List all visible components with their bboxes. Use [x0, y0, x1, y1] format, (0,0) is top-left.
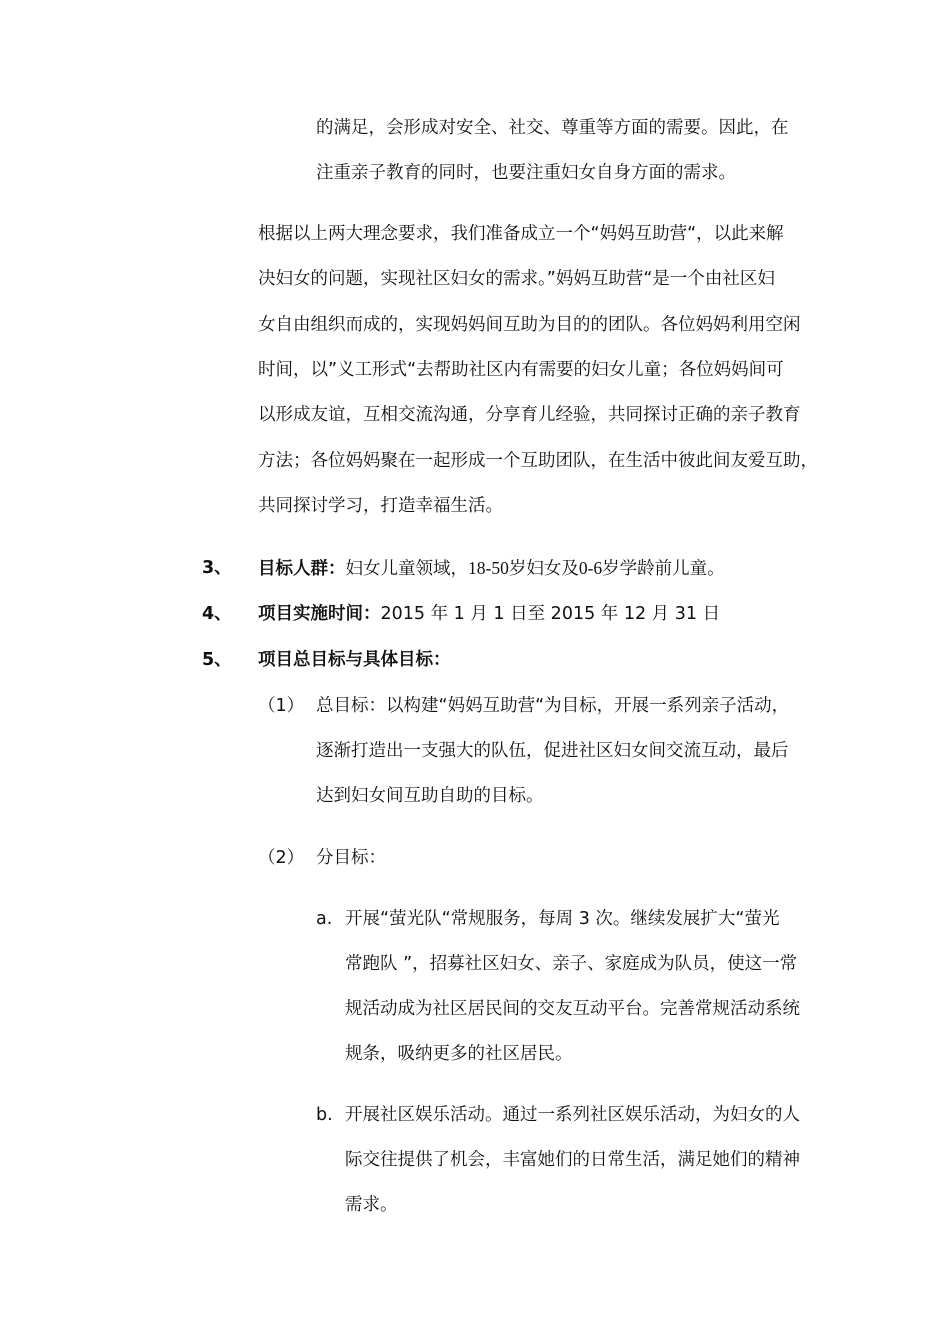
- text-line: 开展社区娱乐活动。通过一系列社区娱乐活动，为妇女的人: [345, 1105, 800, 1125]
- text-line: 以形成友谊，互相交流沟通，分享育儿经验，共同探讨正确的亲子教育: [258, 405, 801, 425]
- list-marker: b.: [316, 1105, 333, 1125]
- text-line: 的满足，会形成对安全、社交、尊重等方面的需要。因此，在: [316, 118, 789, 138]
- text-line: 际交往提供了机会，丰富她们的日常生活，满足她们的精神: [345, 1150, 800, 1170]
- text-line: 时间，以”义工形式“去帮助社区内有需要的妇女儿童；各位妈妈间可: [258, 360, 784, 380]
- age-range-children: 0-6: [578, 558, 603, 578]
- goal-number: （1）: [258, 696, 305, 716]
- section-text: 岁学龄前儿童。: [602, 559, 725, 579]
- text-line: 需求。: [345, 1195, 398, 1215]
- goal-number: （2）: [258, 848, 305, 868]
- text-line: 根据以上两大理念要求，我们准备成立一个“妈妈互助营“，以此来解: [258, 224, 784, 244]
- section-label: 目标人群：: [258, 559, 346, 579]
- section-number: 3、: [202, 558, 232, 578]
- section-text: 妇女儿童领域，: [345, 559, 468, 579]
- text-line: 总目标：以构建“妈妈互助营“为目标，开展一系列亲子活动，: [316, 696, 790, 716]
- text-line: 规活动成为社区居民间的交友互动平台。完善常规活动系统: [345, 999, 800, 1019]
- text-line: 常跑队 ”，招募社区妇女、亲子、家庭成为队员，使这一常: [345, 954, 798, 974]
- section-body: [258, 556, 725, 581]
- project-dates: 2015 年 1 月 1 日至 2015 年 12 月 31 日: [380, 604, 721, 624]
- section-number: 4、: [202, 604, 232, 624]
- text-line: 决妇女的问题，实现社区妇女的需求。”妈妈互助营“是一个由社区妇: [258, 269, 775, 289]
- text-line: 开展“萤光队“常规服务，每周 3 次。继续发展扩大“萤光: [345, 909, 780, 929]
- text-line: 方法；各位妈妈聚在一起形成一个互助团队，在生活中彼此间友爱互助，: [258, 451, 818, 471]
- text-line: 共同探讨学习，打造幸福生活。: [258, 496, 503, 516]
- section-text: 岁妇女及: [508, 559, 579, 579]
- age-range-women: 18-50: [468, 558, 509, 578]
- text-line: 女自由组织而成的，实现妈妈间互助为目的的团队。各位妈妈利用空闲: [258, 315, 801, 335]
- list-marker: a.: [316, 909, 333, 929]
- section-label: 项目实施时间：: [258, 604, 381, 624]
- text-line: 逐渐打造出一支强大的队伍，促进社区妇女间交流互动，最后: [316, 741, 789, 761]
- goal-label: 分目标：: [316, 848, 386, 868]
- section-label: 项目总目标与具体目标：: [258, 650, 451, 670]
- text-line: 注重亲子教育的同时，也要注重妇女自身方面的需求。: [316, 163, 736, 183]
- text-line: 达到妇女间互助自助的目标。: [316, 786, 544, 806]
- section-body: [258, 602, 720, 626]
- section-number: 5、: [202, 650, 232, 670]
- text-line: 规条，吸纳更多的社区居民。: [345, 1044, 573, 1064]
